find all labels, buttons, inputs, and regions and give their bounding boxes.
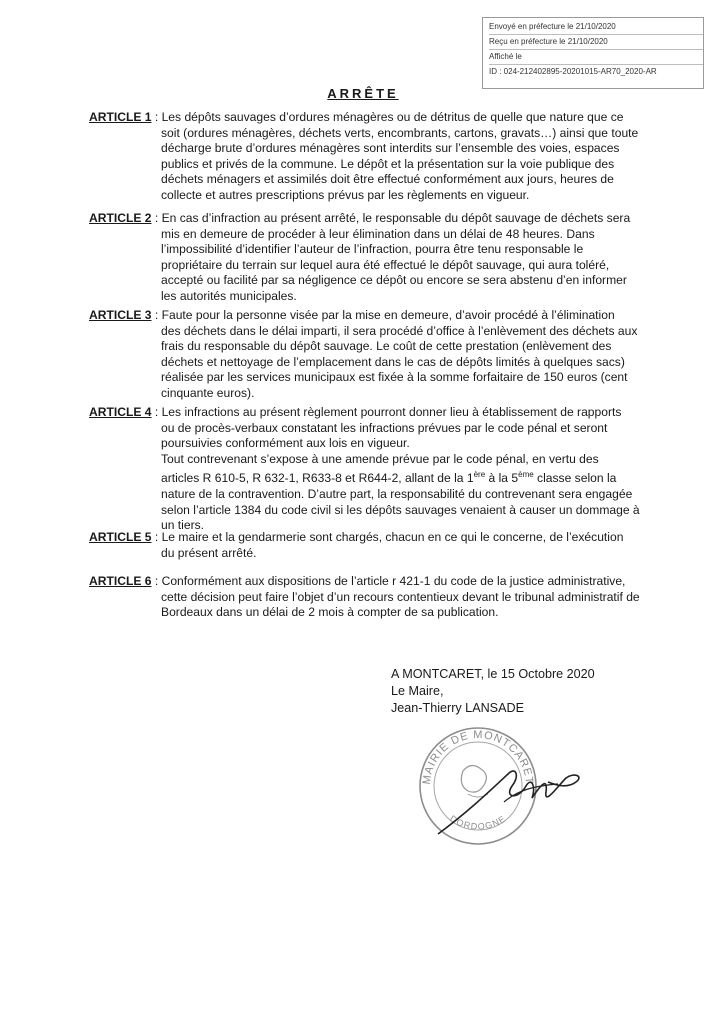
article-text: : Faute pour la personne visée par la mise en demeure, d’avoir procédé à l’élimination	[151, 308, 615, 322]
signature-block	[391, 666, 595, 717]
article-line: déchets et nettoyage de l’emplacement dans le cas de dépôts limités à quelques sacs)	[161, 354, 625, 369]
signature-name: Jean-Thierry LANSADE	[391, 701, 524, 715]
article-label: ARTICLE 6	[89, 574, 152, 588]
article-line: Tout contrevenant s’expose à une amende prévue par le code pénal, en vertu des	[161, 451, 599, 466]
article-line: du présent arrêté.	[161, 545, 257, 560]
article-line: mis en demeure de procéder à leur élimination dans un délai de 48 heures. Dans	[161, 226, 595, 241]
article-line	[89, 110, 649, 126]
article-4	[89, 405, 649, 534]
article-label: ARTICLE 3	[89, 308, 152, 322]
article-text: : Conformément aux dispositions de l’article r 421-1 du code de la justice administrative,	[151, 574, 626, 588]
article-label: ARTICLE 4	[89, 405, 152, 419]
article-line: articles R 610-5, R 632-1, R633-8 et R644-2, allant de la 1ère à la 5ème classe selon la	[161, 470, 617, 486]
article-line: l’impossibilité d’identifier l’auteur de l’infraction, pourra être tenu responsable le	[161, 242, 584, 257]
article-line: poursuivies conformément aux lois en vigueur.	[161, 436, 410, 451]
article-line: nature de la contravention. D’autre part, la responsabilité du contrevenant sera engagée	[161, 487, 633, 501]
transmission-stamp	[482, 17, 704, 89]
stamp-sent: Envoyé en préfecture le 21/10/2020	[489, 22, 616, 31]
stamp-id: ID : 024-212402895-20201015-AR70_2020-AR	[489, 64, 703, 79]
article-5	[89, 530, 649, 561]
article-line: cette décision peut faire l’objet d’un recours contentieux devant le tribunal administratif de	[161, 589, 640, 604]
article-line: ou de procès-verbaux constatant les infractions prévues par le code pénal et seront	[161, 420, 608, 435]
signature-place-date: A MONTCARET, le 15 Octobre 2020	[391, 667, 595, 681]
seal-text-top: MAIRIE DE MONTCARET	[420, 728, 536, 786]
article-2	[89, 211, 649, 305]
svg-text:MAIRIE DE MONTCARET	[421, 729, 535, 785]
article-3	[89, 308, 649, 402]
article-text: : Les dépôts sauvages d’ordures ménagères ou de détritus de quelle que nature que ce	[151, 110, 624, 124]
article-line: accepté ou facilité par sa négligence ce dépôt ou encore se sera abstenu d’en informer	[161, 273, 627, 288]
signature-role: Le Maire,	[391, 684, 444, 698]
article-line: selon l’article 1384 du code civil si les dépôts sauvages venaient à causer un dommage à	[161, 502, 640, 517]
svg-text:DORDOGNE	[448, 813, 508, 831]
mayor-seal-and-signature	[408, 716, 588, 856]
article-line: un tiers.	[161, 518, 205, 533]
article-line: Bordeaux dans un délai de 2 mois à compter de sa publication.	[161, 605, 499, 620]
article-line	[89, 574, 649, 590]
article-line: des déchets dans le délai imparti, il sera procédé d’office à l’enlèvement des déchets aux	[161, 323, 638, 338]
article-line: déchets ménagers et assimilés doit être effectué conformément aux jours, heures de	[161, 172, 614, 187]
article-line: les autorités municipales.	[161, 288, 297, 303]
article-label: ARTICLE 1	[89, 110, 152, 124]
stamp-posted: Affiché le	[489, 49, 703, 64]
article-1	[89, 110, 649, 204]
article-label: ARTICLE 5	[89, 530, 152, 544]
article-line	[89, 530, 649, 546]
article-line: cinquante euros).	[161, 385, 255, 400]
stamp-received: Reçu en préfecture le 21/10/2020	[489, 34, 703, 49]
article-line: décharge brute d’ordures ménagères sont interdits sur l’ensemble des voies, espaces	[161, 141, 620, 156]
article-label: ARTICLE 2	[89, 211, 152, 225]
article-text: : En cas d’infraction au présent arrêté, le responsable du dépôt sauvage de déchets sera	[151, 211, 631, 225]
article-line	[89, 405, 649, 421]
article-line	[89, 211, 649, 227]
article-text: : Les infractions au présent règlement pourront donner lieu à établissement de rapports	[151, 405, 622, 419]
article-line: frais du responsable du dépôt sauvage. Le coût de cette prestation (enlèvement des	[161, 339, 612, 354]
article-6	[89, 574, 649, 621]
article-line: réalisée par les services municipaux est fixée à la somme forfaitaire de 150 euros (cent	[161, 370, 628, 385]
document-title: ARRÊTE	[327, 86, 399, 101]
article-line: soit (ordures ménagères, déchets verts, encombrants, cartons, gravats…) ainsi que toute	[161, 125, 639, 140]
article-line	[89, 308, 649, 324]
article-line: propriétaire du terrain sur lequel aura été effectué le dépôt sauvage, qui aura toléré,	[161, 257, 610, 272]
article-text: : Le maire et la gendarmerie sont chargés, chacun en ce qui le concerne, de l’exécution	[151, 530, 624, 544]
article-line: publics et privés de la commune. Le dépôt et la présentation sur la voie publique des	[161, 156, 615, 171]
seal-text-bottom: DORDOGNE	[448, 813, 508, 832]
article-line: collecte et autres prescriptions prévus par les règlements en vigueur.	[161, 187, 530, 202]
